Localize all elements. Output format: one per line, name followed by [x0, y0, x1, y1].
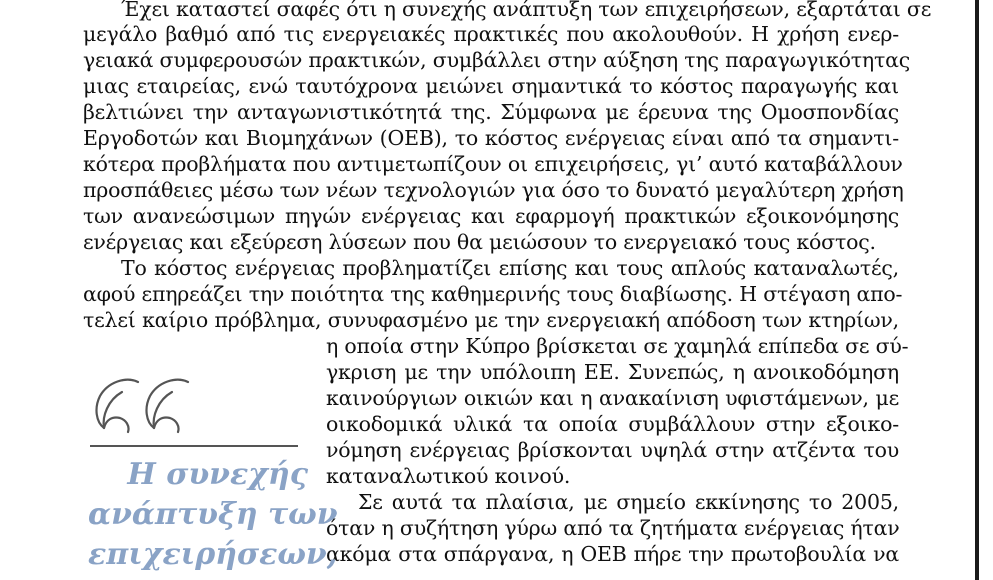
- pull-quote-line: ανάπτυξη των: [88, 497, 338, 532]
- article-line: Σε αυτά τα πλαίσια, με σημείο εκκίνησης το 2005,: [358, 490, 899, 514]
- article-line: ακόμα στα σπάργανα, η ΟΕΒ πήρε την πρωτοβουλία να: [326, 542, 899, 566]
- article-line: τελεί καίριο πρόβλημα, συνυφασμένο με την ενεργειακή απόδοση των κτηρίων,: [83, 308, 899, 332]
- article-line: γειακά συμφερουσών πρακτικών, συμβάλλει στην αύξηση της παραγωγικότητας: [83, 48, 911, 72]
- article-line: όταν η συζήτηση γύρω από τα ζητήματα ενέργειας ήταν: [326, 516, 900, 540]
- pull-quote-line: επιχειρήσεων,: [88, 537, 338, 572]
- article-line: Έχει καταστεί σαφές ότι η συνεχής ανάπτυξη των επιχειρήσεων, εξαρτάται σε: [121, 0, 932, 21]
- article-line: μιας εταιρείας, ενώ ταυτόχρονα μειώνει σημαντικά το κόστος παραγωγής και: [83, 74, 899, 98]
- article-line: Εργοδοτών και Βιομηχάνων (ΟΕΒ), το κόστος ενέργειας είναι από τα σημαντι-: [83, 126, 899, 150]
- article-line: αφού επηρεάζει την ποιότητα της καθημερινής τους διαβίωσης. Η στέγαση απο-: [83, 282, 903, 306]
- page-edge-bar: [975, 0, 979, 580]
- article-line: η οποία στην Κύπρο βρίσκεται σε χαμηλά επίπεδα σε σύ-: [326, 334, 909, 358]
- article-line: προσπάθειες μέσω των νέων τεχνολογιών για όσο το δυνατό μεγαλύτερη χρήση: [83, 178, 904, 202]
- article-line: των ανανεώσιμων πηγών ενέργειας και εφαρμογή πρακτικών εξοικονόμησης: [83, 204, 899, 228]
- article-line: καταναλωτικού κοινού.: [326, 464, 571, 488]
- article-line: βελτιώνει την ανταγωνιστικότητά της. Σύμφωνα με έρευνα της Ομοσπονδίας: [83, 100, 899, 124]
- article-line: μεγάλο βαθμό από τις ενεργειακές πρακτικές που ακολουθούν. Η χρήση ενερ-: [83, 22, 899, 46]
- article-line: καινούργιων οικιών και η ανακαίνιση υφιστάμενων, με: [326, 386, 899, 410]
- article-line: ενέργειας και εξεύρεση λύσεων που θα μειώσουν το ενεργειακό τους κόστος.: [83, 230, 876, 254]
- article-line: οικοδομικά υλικά τα οποία συμβάλλουν στην εξοικο-: [326, 412, 899, 436]
- pull-quote-line: Η συνεχής: [127, 457, 308, 492]
- article-line: κότερα προβλήματα που αντιμετωπίζουν οι επιχειρήσεις, γι’ αυτό καταβάλλουν: [83, 152, 903, 176]
- pull-quote-divider: [90, 445, 298, 447]
- article-line: γκριση με την υπόλοιπη ΕΕ. Συνεπώς, η ανοικοδόμηση: [326, 360, 899, 384]
- quote-mark-icon: [90, 372, 200, 438]
- article-line: Το κόστος ενέργειας προβληματίζει επίσης και τους απλούς καταναλωτές,: [121, 256, 899, 280]
- article-line: νόμηση ενέργειας βρίσκονται υψηλά στην ατζέντα του: [326, 438, 899, 462]
